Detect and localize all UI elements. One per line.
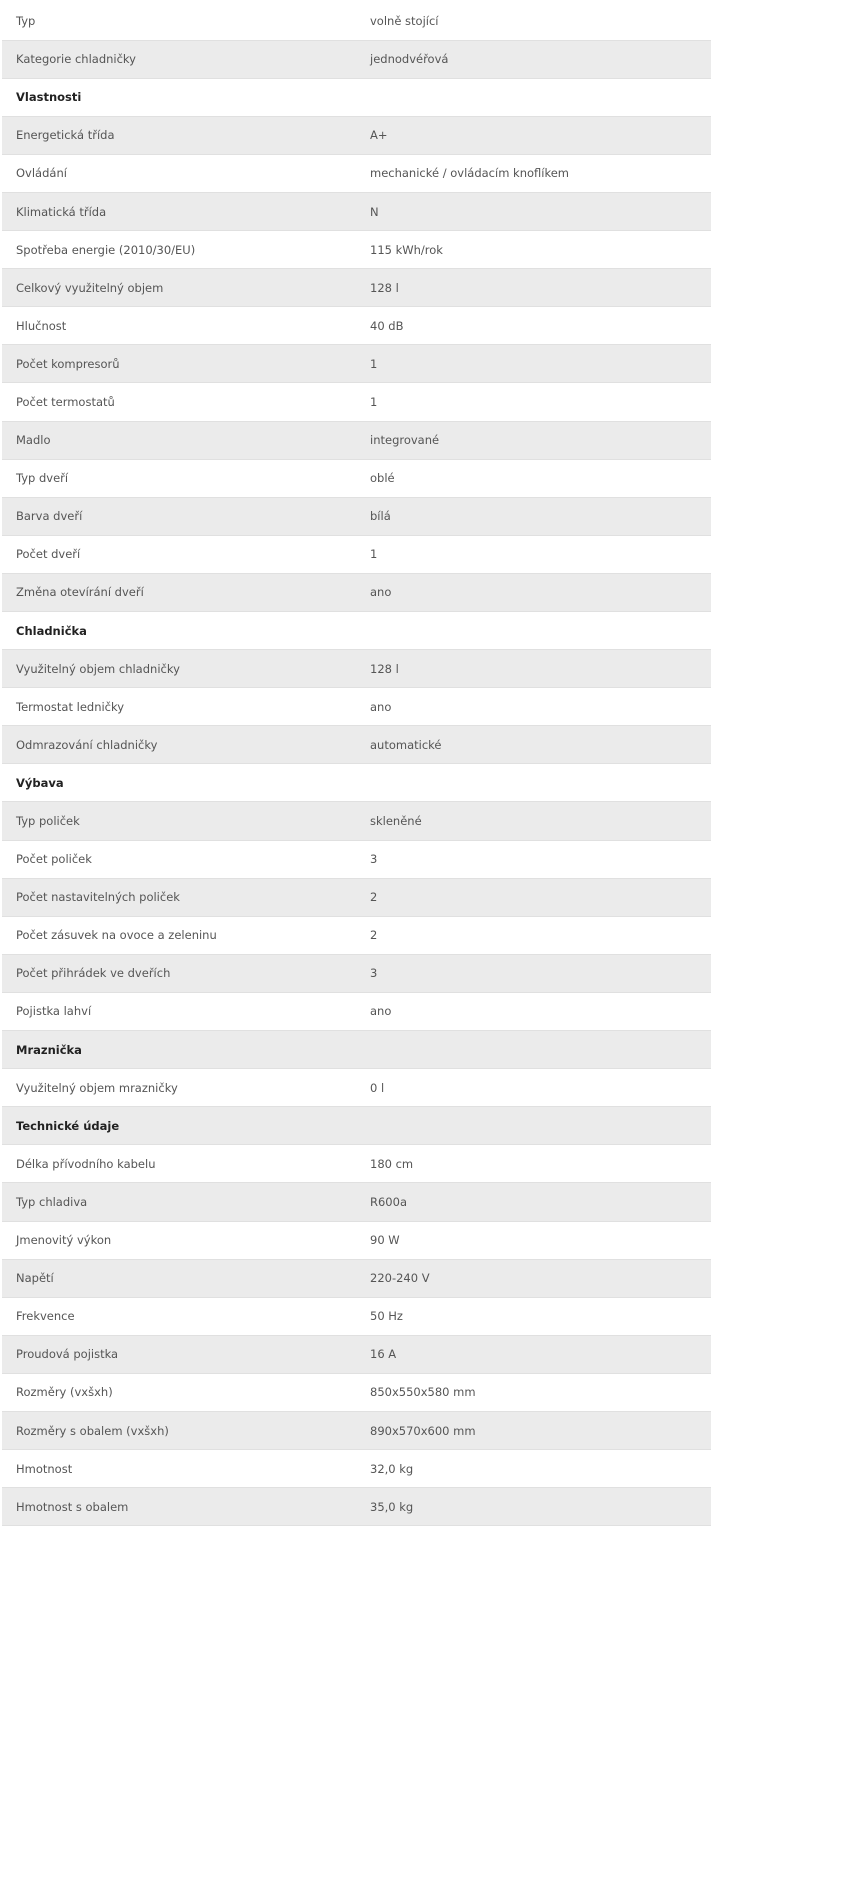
spec-row [2,535,711,573]
spec-value: volně stojící [370,13,439,28]
spec-row [2,1450,711,1488]
spec-label: Rozměry s obalem (vxšxh) [16,1423,169,1438]
spec-label: Hlučnost [16,318,67,333]
spec-row [2,688,711,726]
spec-value: A+ [370,128,388,143]
spec-row [2,1145,711,1183]
spec-label: Pojistka lahví [16,1004,92,1019]
spec-row [2,916,711,954]
spec-value: skleněné [370,814,422,829]
spec-label: Využitelný objem chladničky [16,661,180,676]
spec-value: 90 W [370,1233,400,1248]
spec-row [2,1069,711,1107]
spec-label: Klimatická třída [16,204,107,219]
spec-value: 180 cm [370,1156,414,1171]
spec-label: Délka přívodního kabelu [16,1156,156,1171]
spec-value: 128 l [370,280,399,295]
spec-label: Počet kompresorů [16,356,120,371]
spec-value: jednodvéřová [370,52,449,67]
spec-value: 16 A [370,1347,397,1362]
spec-label: Frekvence [16,1309,75,1324]
spec-label: Madlo [16,433,51,448]
spec-label: Barva dveří [16,509,83,524]
section-title: Mraznička [16,1042,82,1057]
spec-label: Typ dveří [16,471,69,486]
spec-value: ano [370,699,392,714]
spec-row [2,840,711,878]
section-title: Chladnička [16,623,87,638]
spec-value: 220-240 V [370,1271,430,1286]
spec-row [2,992,711,1030]
spec-label: Energetická třída [16,128,115,143]
spec-row [2,1411,711,1449]
spec-row [2,1373,711,1411]
spec-label: Typ [16,13,36,28]
spec-value: ano [370,1004,392,1019]
spec-label: Počet nastavitelných poliček [16,890,180,905]
spec-row [2,1183,711,1221]
spec-row [2,1488,711,1526]
spec-value: 40 dB [370,318,404,333]
spec-label: Hmotnost [16,1461,73,1476]
spec-row [2,1221,711,1259]
spec-label: Počet zásuvek na ovoce a zeleninu [16,928,217,943]
spec-value: 3 [370,852,378,867]
spec-label: Proudová pojistka [16,1347,119,1362]
spec-row [2,421,711,459]
spec-label: Využitelný objem mrazničky [16,1080,178,1095]
spec-label: Typ chladiva [16,1194,88,1209]
spec-row [2,573,711,611]
spec-value: integrované [370,433,440,448]
section-title: Vlastnosti [16,90,82,105]
spec-row [2,878,711,916]
spec-value: 1 [370,356,378,371]
spec-value: mechanické / ovládacím knoflíkem [370,166,570,181]
spec-row [2,154,711,192]
spec-row [2,307,711,345]
spec-row [2,459,711,497]
spec-value: automatické [370,737,442,752]
spec-value: 50 Hz [370,1309,403,1324]
spec-table [2,2,711,1526]
spec-value: 1 [370,547,378,562]
section-title: Technické údaje [16,1118,120,1133]
spec-value: 1 [370,394,378,409]
section-header-row [2,1107,711,1145]
spec-row [2,497,711,535]
spec-value: R600a [370,1194,407,1209]
spec-value: oblé [370,471,395,486]
section-header-row [2,612,711,650]
spec-label: Rozměry (vxšxh) [16,1385,113,1400]
spec-label: Ovládání [16,166,67,181]
spec-row [2,345,711,383]
spec-label: Napětí [16,1271,54,1286]
section-title: Výbava [16,775,64,790]
spec-label: Termostat ledničky [16,699,125,714]
spec-label: Změna otevírání dveří [16,585,144,600]
spec-value: 850x550x580 mm [370,1385,476,1400]
spec-value: 128 l [370,661,399,676]
spec-value: 35,0 kg [370,1499,414,1514]
spec-label: Typ poliček [16,814,80,829]
spec-label: Kategorie chladničky [16,52,136,67]
spec-row [2,726,711,764]
spec-value: N [370,204,379,219]
spec-row [2,269,711,307]
spec-value: 2 [370,890,378,905]
spec-row [2,1259,711,1297]
section-header-row [2,764,711,802]
section-header-row [2,78,711,116]
spec-label: Celkový využitelný objem [16,280,164,295]
spec-label: Odmrazování chladničky [16,737,158,752]
spec-label: Jmenovitý výkon [16,1233,112,1248]
spec-row [2,1335,711,1373]
spec-table-body [2,2,711,1526]
spec-value: 3 [370,966,378,981]
spec-label: Počet poliček [16,852,92,867]
spec-value: 115 kWh/rok [370,242,443,257]
spec-row [2,954,711,992]
spec-row [2,40,711,78]
spec-value: 32,0 kg [370,1461,414,1476]
spec-label: Počet dveří [16,547,81,562]
section-header-row [2,1031,711,1069]
spec-row [2,650,711,688]
spec-value: 2 [370,928,378,943]
spec-label: Spotřeba energie (2010/30/EU) [16,242,196,257]
spec-label: Počet přihrádek ve dveřích [16,966,171,981]
spec-row [2,2,711,40]
spec-row [2,231,711,269]
spec-row [2,1297,711,1335]
spec-label: Počet termostatů [16,394,115,409]
spec-row [2,192,711,230]
spec-value: ano [370,585,392,600]
spec-row [2,802,711,840]
spec-value: 890x570x600 mm [370,1423,476,1438]
spec-label: Hmotnost s obalem [16,1499,129,1514]
spec-row [2,116,711,154]
spec-row [2,383,711,421]
spec-value: bílá [370,509,391,524]
spec-value: 0 l [370,1080,385,1095]
